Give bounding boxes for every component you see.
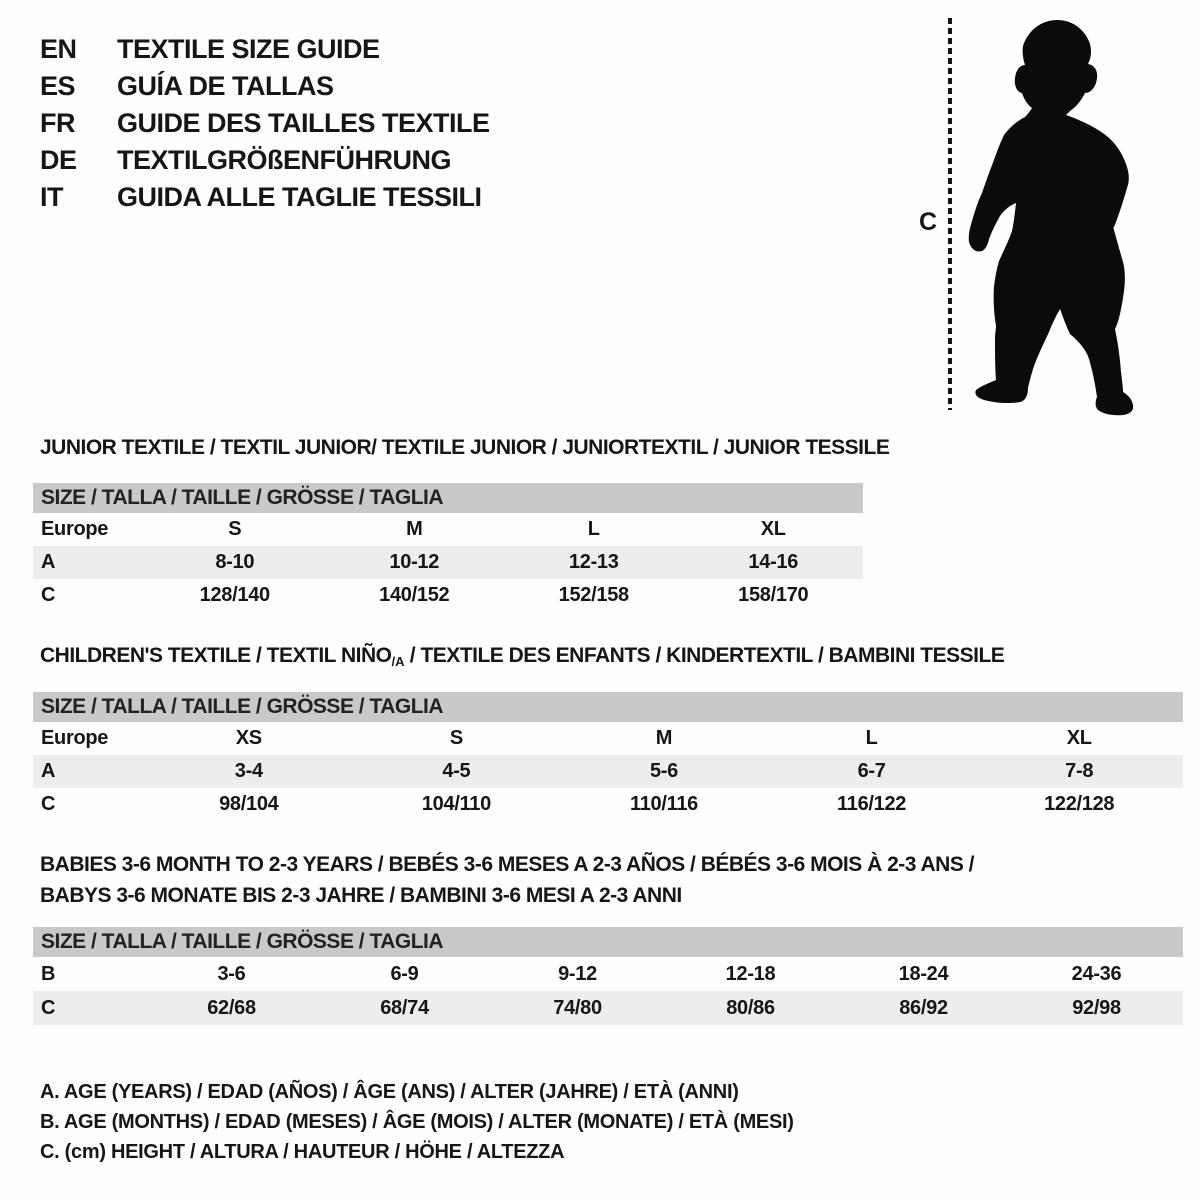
size-value-cell: 18-24 bbox=[898, 962, 949, 985]
size-value-cell: 12-13 bbox=[568, 551, 619, 573]
size-value-cell: XL bbox=[1066, 727, 1092, 749]
guide-title: TEXTILE SIZE GUIDE bbox=[117, 34, 380, 64]
size-table-row bbox=[33, 957, 1183, 991]
row-label: Europe bbox=[41, 518, 109, 540]
guide-title: GUIDA ALLE TAGLIE TESSILI bbox=[117, 182, 482, 212]
legend-line-b: B. AGE (MONTHS) / EDAD (MESES) / ÂGE (MOIS) / ALTER (MONATE) / ETÀ (MESI) bbox=[40, 1111, 794, 1133]
guide-title: GUIDE DES TAILLES TEXTILE bbox=[117, 108, 490, 138]
language-code: FR bbox=[40, 108, 75, 138]
list-item bbox=[40, 68, 490, 105]
size-value-cell: 68/74 bbox=[380, 996, 429, 1019]
size-table-header: SIZE / TALLA / TAILLE / GRÖSSE / TAGLIA bbox=[33, 483, 863, 513]
size-table-row bbox=[33, 991, 1183, 1025]
list-item bbox=[40, 31, 490, 68]
section-title-children bbox=[40, 644, 1004, 668]
size-value-cell: XS bbox=[235, 727, 262, 749]
section-title-line: BABYS 3-6 MONATE BIS 2-3 JAHRE / BAMBINI 3-6 MESI A 2-3 ANNI bbox=[40, 884, 682, 907]
section-title-line: BABIES 3-6 MONTH TO 2-3 YEARS / BEBÉS 3-6 MESES A 2-3 AÑOS / BÉBÉS 3-6 MOIS À 2-3 ANS / bbox=[40, 853, 975, 876]
size-value-cell: 110/116 bbox=[629, 793, 698, 815]
list-item bbox=[40, 142, 490, 179]
section-title-text: / TEXTILE DES ENFANTS / KINDERTEXTIL / BAMBINI TESSILE bbox=[404, 644, 1005, 667]
row-label: Europe bbox=[41, 727, 109, 749]
size-table-header: SIZE / TALLA / TAILLE / GRÖSSE / TAGLIA bbox=[33, 692, 1183, 722]
language-code: IT bbox=[40, 182, 63, 212]
list-item bbox=[40, 179, 490, 216]
size-value-cell: S bbox=[228, 518, 242, 540]
babies-size-table-body bbox=[33, 957, 1183, 1025]
size-value-cell: 116/122 bbox=[837, 793, 907, 815]
size-value-cell: 7-8 bbox=[1065, 760, 1094, 782]
junior-size-table bbox=[33, 483, 863, 612]
language-code: ES bbox=[40, 71, 76, 101]
language-code: DE bbox=[40, 145, 77, 175]
list-item bbox=[40, 105, 490, 142]
guide-title: GUÍA DE TALLAS bbox=[117, 71, 334, 101]
section-title-babies bbox=[40, 849, 974, 911]
size-value-cell: 98/104 bbox=[219, 793, 279, 815]
size-table-row bbox=[33, 546, 863, 579]
size-value-cell: 3-4 bbox=[234, 760, 263, 782]
size-value-cell: 158/170 bbox=[738, 584, 809, 606]
size-value-cell: S bbox=[449, 727, 463, 749]
size-value-cell: 104/110 bbox=[421, 793, 491, 815]
size-value-cell: 80/86 bbox=[726, 996, 775, 1019]
legend-line-c: C. (cm) HEIGHT / ALTURA / HAUTEUR / HÖHE / ALTEZZA bbox=[40, 1141, 565, 1163]
language-title-list bbox=[40, 31, 490, 216]
size-value-cell: 3-6 bbox=[217, 962, 246, 985]
size-table-row bbox=[33, 722, 1183, 755]
size-value-cell: 10-12 bbox=[389, 551, 440, 573]
legend-line-a: A. AGE (YEARS) / EDAD (AÑOS) / ÂGE (ANS) / ALTER (JAHRE) / ETÀ (ANNI) bbox=[40, 1081, 739, 1103]
section-title-subscript: /A bbox=[391, 654, 405, 669]
size-table-row bbox=[33, 788, 1183, 821]
size-value-cell: 86/92 bbox=[899, 996, 948, 1019]
size-value-cell: M bbox=[406, 518, 423, 540]
section-title-junior: JUNIOR TEXTILE / TEXTIL JUNIOR/ TEXTILE JUNIOR / JUNIORTEXTIL / JUNIOR TESSILE bbox=[40, 436, 890, 459]
size-table-row bbox=[33, 579, 863, 612]
size-value-cell: 74/80 bbox=[553, 996, 602, 1019]
row-label: C bbox=[41, 996, 56, 1019]
size-value-cell: 8-10 bbox=[215, 551, 255, 573]
size-value-cell: 9-12 bbox=[558, 962, 597, 985]
size-value-cell: 152/158 bbox=[558, 584, 629, 606]
language-code: EN bbox=[40, 34, 77, 64]
row-label: A bbox=[41, 760, 56, 782]
height-measure-label: C bbox=[919, 208, 938, 236]
size-value-cell: 24-36 bbox=[1071, 962, 1122, 985]
size-value-cell: 4-5 bbox=[442, 760, 471, 782]
size-value-cell: M bbox=[655, 727, 673, 749]
row-label: C bbox=[41, 584, 56, 606]
size-value-cell: 122/128 bbox=[1044, 793, 1115, 815]
row-label: A bbox=[41, 551, 56, 573]
junior-size-table-body bbox=[33, 513, 863, 612]
size-value-cell: 6-9 bbox=[390, 962, 419, 985]
size-value-cell: 140/152 bbox=[379, 584, 450, 606]
children-size-table bbox=[33, 692, 1183, 821]
section-title-text: CHILDREN'S TEXTILE / TEXTIL NIÑO bbox=[40, 644, 392, 667]
size-value-cell: L bbox=[865, 727, 878, 749]
size-value-cell: 6-7 bbox=[857, 760, 886, 782]
size-value-cell: 5-6 bbox=[649, 760, 678, 782]
size-value-cell: L bbox=[587, 518, 600, 540]
size-value-cell: XL bbox=[760, 518, 786, 540]
toddler-silhouette-icon bbox=[950, 10, 1150, 420]
size-value-cell: 14-16 bbox=[748, 551, 799, 573]
babies-size-table bbox=[33, 927, 1183, 1025]
row-label: B bbox=[41, 962, 56, 985]
row-label: C bbox=[41, 793, 56, 815]
size-value-cell: 92/98 bbox=[1072, 996, 1121, 1019]
size-table-row bbox=[33, 513, 863, 546]
measure-legend bbox=[40, 1077, 794, 1167]
guide-title: TEXTILGRÖßENFÜHRUNG bbox=[117, 145, 451, 175]
size-table-row bbox=[33, 755, 1183, 788]
children-size-table-body bbox=[33, 722, 1183, 821]
size-value-cell: 62/68 bbox=[207, 996, 256, 1019]
size-value-cell: 12-18 bbox=[725, 962, 776, 985]
size-table-header: SIZE / TALLA / TAILLE / GRÖSSE / TAGLIA bbox=[33, 927, 1183, 957]
size-value-cell: 128/140 bbox=[199, 584, 270, 606]
